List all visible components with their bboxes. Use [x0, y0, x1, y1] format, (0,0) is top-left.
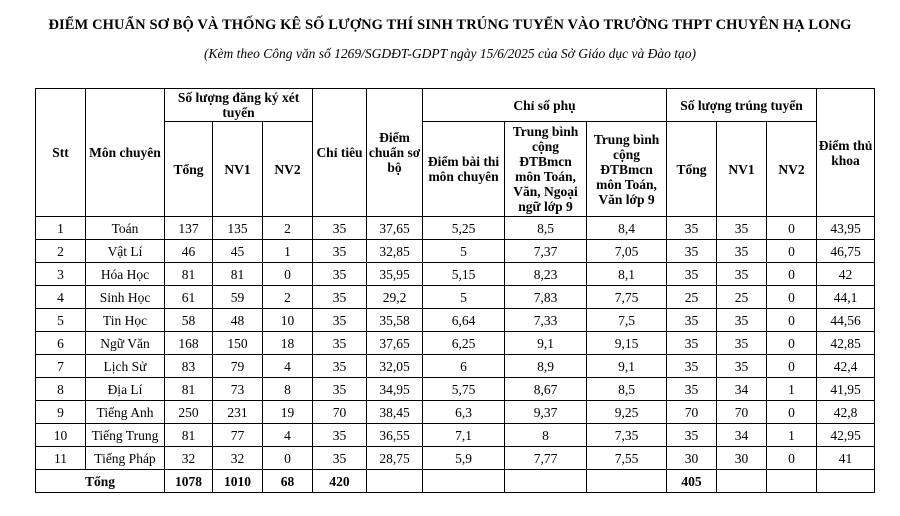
cell-dk-nv2: 4: [263, 424, 313, 447]
cell-tb-van: 9,25: [587, 401, 667, 424]
cell-tt-tong: 35: [667, 240, 717, 263]
header-stt: Stt: [36, 89, 86, 217]
cell-dk-tong: 83: [165, 355, 213, 378]
cell-stt: 9: [36, 401, 86, 424]
total-dk-nv2: 68: [263, 470, 313, 493]
cell-dk-nv2: 2: [263, 286, 313, 309]
cell-tb-van: 9,1: [587, 355, 667, 378]
total-label: Tổng: [36, 470, 165, 493]
cell-dk-nv1: 73: [213, 378, 263, 401]
header-dk-tong: Tổng: [165, 122, 213, 217]
cell-tb-ngoai-ngu: 7,33: [505, 309, 587, 332]
cell-tt-nv1: 35: [717, 217, 767, 240]
cell-tb-van: 7,75: [587, 286, 667, 309]
cell-stt: 3: [36, 263, 86, 286]
header-tt-tong: Tổng: [667, 122, 717, 217]
cell-tt-nv2: 0: [767, 286, 817, 309]
total-row: [36, 470, 875, 493]
cell-tb-ngoai-ngu: 7,77: [505, 447, 587, 470]
cell-diem-chuan: 34,95: [367, 378, 423, 401]
cell-dk-tong: 137: [165, 217, 213, 240]
cell-tt-nv2: 1: [767, 424, 817, 447]
cell-dk-nv1: 135: [213, 217, 263, 240]
total-dk-tong: 1078: [165, 470, 213, 493]
cell-chi-tieu: 35: [313, 263, 367, 286]
total-empty-cell: [587, 470, 667, 493]
cell-stt: 7: [36, 355, 86, 378]
cell-tb-van: 7,35: [587, 424, 667, 447]
header-chi-tieu: Chỉ tiêu: [313, 89, 367, 217]
cell-diem-thu-khoa: 43,95: [817, 217, 875, 240]
cell-tt-tong: 35: [667, 424, 717, 447]
cell-tt-nv2: 0: [767, 355, 817, 378]
cell-mon-chuyen: Toán: [86, 217, 165, 240]
cell-dk-tong: 81: [165, 263, 213, 286]
total-dk-nv1: 1010: [213, 470, 263, 493]
cell-tt-nv2: 0: [767, 263, 817, 286]
cell-tb-ngoai-ngu: 8,5: [505, 217, 587, 240]
header-mon-chuyen: Môn chuyên: [86, 89, 165, 217]
cell-dk-tong: 81: [165, 424, 213, 447]
cell-diem-thu-khoa: 42,95: [817, 424, 875, 447]
total-empty-cell: [423, 470, 505, 493]
cell-mon-chuyen: Sinh Học: [86, 286, 165, 309]
cell-dk-nv1: 32: [213, 447, 263, 470]
total-empty-cell: [717, 470, 767, 493]
cell-diem-thu-khoa: 44,56: [817, 309, 875, 332]
cell-tt-nv1: 35: [717, 355, 767, 378]
cell-diem-bai-thi: 5: [423, 240, 505, 263]
cell-tb-van: 8,5: [587, 378, 667, 401]
cell-diem-bai-thi: 6,25: [423, 332, 505, 355]
cell-dk-tong: 168: [165, 332, 213, 355]
cell-tt-nv2: 0: [767, 447, 817, 470]
cell-tt-tong: 35: [667, 263, 717, 286]
cell-diem-thu-khoa: 42,85: [817, 332, 875, 355]
table-row: [36, 355, 875, 378]
cell-diem-thu-khoa: 41,95: [817, 378, 875, 401]
header-tt-nv2: NV2: [767, 122, 817, 217]
cell-diem-thu-khoa: 42,8: [817, 401, 875, 424]
document-title: ĐIỂM CHUẨN SƠ BỘ VÀ THỐNG KÊ SỐ LƯỢNG THÍ SINH TRÚNG TUYỂN VÀO TRƯỜNG THPT CHUYÊN HẠ LONG: [48, 17, 852, 33]
cell-chi-tieu: 35: [313, 332, 367, 355]
cell-dk-nv2: 1: [263, 240, 313, 263]
cell-diem-bai-thi: 7,1: [423, 424, 505, 447]
table-row: [36, 240, 875, 263]
cell-tb-ngoai-ngu: 9,1: [505, 332, 587, 355]
cell-diem-bai-thi: 5,9: [423, 447, 505, 470]
cell-tt-nv1: 30: [717, 447, 767, 470]
cell-diem-thu-khoa: 42,4: [817, 355, 875, 378]
header-diem-thu-khoa: Điểm thủ khoa: [817, 89, 875, 217]
total-trung-tuyen: 405: [667, 470, 717, 493]
cell-diem-thu-khoa: 41: [817, 447, 875, 470]
cell-chi-tieu: 70: [313, 401, 367, 424]
header-tt-nv1: NV1: [717, 122, 767, 217]
cell-dk-nv1: 81: [213, 263, 263, 286]
cell-tb-ngoai-ngu: 8,67: [505, 378, 587, 401]
cell-diem-bai-thi: 5: [423, 286, 505, 309]
cell-tb-van: 7,5: [587, 309, 667, 332]
cell-diem-thu-khoa: 44,1: [817, 286, 875, 309]
cell-diem-chuan: 37,65: [367, 332, 423, 355]
cell-tb-van: 9,15: [587, 332, 667, 355]
total-empty-cell: [367, 470, 423, 493]
table-row: [36, 424, 875, 447]
cell-mon-chuyen: Ngữ Văn: [86, 332, 165, 355]
cell-dk-nv1: 150: [213, 332, 263, 355]
table-body: [36, 217, 875, 470]
cell-tt-tong: 35: [667, 355, 717, 378]
cell-stt: 5: [36, 309, 86, 332]
cell-tt-nv1: 35: [717, 332, 767, 355]
cell-dk-tong: 46: [165, 240, 213, 263]
table-row: [36, 286, 875, 309]
cell-tt-nv1: 35: [717, 309, 767, 332]
total-empty-cell: [505, 470, 587, 493]
table-row: [36, 447, 875, 470]
cell-chi-tieu: 35: [313, 424, 367, 447]
cell-tb-ngoai-ngu: 7,37: [505, 240, 587, 263]
cell-stt: 1: [36, 217, 86, 240]
cell-mon-chuyen: Tiếng Pháp: [86, 447, 165, 470]
cell-tb-ngoai-ngu: 7,83: [505, 286, 587, 309]
cell-mon-chuyen: Vật Lí: [86, 240, 165, 263]
header-trung-tuyen: Số lượng trúng tuyển: [667, 89, 817, 122]
cell-chi-tieu: 35: [313, 240, 367, 263]
cell-dk-nv1: 59: [213, 286, 263, 309]
cell-diem-thu-khoa: 46,75: [817, 240, 875, 263]
cell-diem-bai-thi: 5,15: [423, 263, 505, 286]
cell-chi-tieu: 35: [313, 217, 367, 240]
header-tb-van: Trung bình cộng ĐTBmcn môn Toán, Văn lớp 9: [587, 122, 667, 217]
score-table: [35, 88, 875, 493]
cell-tt-nv1: 34: [717, 378, 767, 401]
cell-dk-tong: 81: [165, 378, 213, 401]
cell-tt-nv2: 0: [767, 240, 817, 263]
cell-diem-chuan: 32,85: [367, 240, 423, 263]
cell-chi-tieu: 35: [313, 309, 367, 332]
table-row: [36, 378, 875, 401]
cell-stt: 11: [36, 447, 86, 470]
document-subtitle: (Kèm theo Công văn số 1269/SGDĐT-GDPT ngày 15/6/2025 của Sở Giáo dục và Đào tạo): [204, 46, 696, 61]
cell-tt-nv1: 35: [717, 240, 767, 263]
cell-mon-chuyen: Tiếng Anh: [86, 401, 165, 424]
cell-dk-tong: 32: [165, 447, 213, 470]
total-empty-cell: [767, 470, 817, 493]
cell-tt-tong: 30: [667, 447, 717, 470]
header-dk-nv1: NV1: [213, 122, 263, 217]
cell-dk-nv1: 231: [213, 401, 263, 424]
cell-stt: 2: [36, 240, 86, 263]
cell-tt-nv2: 0: [767, 217, 817, 240]
cell-tt-nv1: 25: [717, 286, 767, 309]
cell-dk-nv2: 0: [263, 447, 313, 470]
cell-dk-nv1: 45: [213, 240, 263, 263]
cell-diem-chuan: 35,58: [367, 309, 423, 332]
cell-diem-bai-thi: 5,25: [423, 217, 505, 240]
cell-tb-ngoai-ngu: 8,23: [505, 263, 587, 286]
cell-tt-tong: 25: [667, 286, 717, 309]
table-row: [36, 263, 875, 286]
cell-tt-nv1: 70: [717, 401, 767, 424]
cell-tb-van: 8,4: [587, 217, 667, 240]
cell-diem-chuan: 36,55: [367, 424, 423, 447]
cell-diem-chuan: 29,2: [367, 286, 423, 309]
cell-stt: 10: [36, 424, 86, 447]
cell-chi-tieu: 35: [313, 378, 367, 401]
cell-mon-chuyen: Địa Lí: [86, 378, 165, 401]
cell-tt-tong: 35: [667, 217, 717, 240]
cell-diem-chuan: 28,75: [367, 447, 423, 470]
header-diem-bai-thi: Điểm bài thi môn chuyên: [423, 122, 505, 217]
cell-dk-nv2: 2: [263, 217, 313, 240]
cell-diem-bai-thi: 6,3: [423, 401, 505, 424]
cell-dk-tong: 61: [165, 286, 213, 309]
header-diem-chuan: Điểm chuẩn sơ bộ: [367, 89, 423, 217]
cell-tb-van: 8,1: [587, 263, 667, 286]
cell-mon-chuyen: Tiếng Trung: [86, 424, 165, 447]
table-row: [36, 217, 875, 240]
cell-tt-nv2: 0: [767, 309, 817, 332]
cell-mon-chuyen: Tin Học: [86, 309, 165, 332]
header-dk-nv2: NV2: [263, 122, 313, 217]
cell-diem-thu-khoa: 42: [817, 263, 875, 286]
table-row: [36, 309, 875, 332]
cell-tt-nv2: 1: [767, 378, 817, 401]
cell-tb-ngoai-ngu: 9,37: [505, 401, 587, 424]
cell-diem-chuan: 32,05: [367, 355, 423, 378]
cell-diem-chuan: 37,65: [367, 217, 423, 240]
cell-mon-chuyen: Lịch Sử: [86, 355, 165, 378]
cell-dk-nv2: 4: [263, 355, 313, 378]
cell-dk-nv2: 0: [263, 263, 313, 286]
cell-mon-chuyen: Hóa Học: [86, 263, 165, 286]
cell-diem-chuan: 38,45: [367, 401, 423, 424]
cell-dk-nv2: 10: [263, 309, 313, 332]
cell-chi-tieu: 35: [313, 355, 367, 378]
total-empty-cell: [817, 470, 875, 493]
cell-stt: 6: [36, 332, 86, 355]
cell-dk-nv2: 18: [263, 332, 313, 355]
table-header: [36, 89, 875, 217]
cell-tt-tong: 70: [667, 401, 717, 424]
header-dang-ky: Số lượng đăng ký xét tuyển: [165, 89, 313, 122]
cell-tb-van: 7,55: [587, 447, 667, 470]
cell-dk-nv2: 8: [263, 378, 313, 401]
cell-tb-van: 7,05: [587, 240, 667, 263]
table-footer: [36, 470, 875, 493]
cell-stt: 8: [36, 378, 86, 401]
cell-tt-nv1: 34: [717, 424, 767, 447]
total-chi-tieu: 420: [313, 470, 367, 493]
header-tb-ngoai-ngu: Trung bình cộng ĐTBmcn môn Toán, Văn, Ngoại ngữ lớp 9: [505, 122, 587, 217]
cell-tt-nv2: 0: [767, 332, 817, 355]
cell-diem-bai-thi: 5,75: [423, 378, 505, 401]
cell-dk-tong: 250: [165, 401, 213, 424]
cell-chi-tieu: 35: [313, 447, 367, 470]
cell-dk-nv1: 48: [213, 309, 263, 332]
cell-tt-tong: 35: [667, 378, 717, 401]
cell-dk-nv1: 77: [213, 424, 263, 447]
cell-tt-tong: 35: [667, 332, 717, 355]
cell-tb-ngoai-ngu: 8: [505, 424, 587, 447]
table-row: [36, 401, 875, 424]
header-chi-so-phu: Chỉ số phụ: [423, 89, 667, 122]
cell-tt-nv2: 0: [767, 401, 817, 424]
cell-chi-tieu: 35: [313, 286, 367, 309]
cell-dk-nv2: 19: [263, 401, 313, 424]
cell-stt: 4: [36, 286, 86, 309]
cell-dk-tong: 58: [165, 309, 213, 332]
cell-tb-ngoai-ngu: 8,9: [505, 355, 587, 378]
table-row: [36, 332, 875, 355]
cell-diem-chuan: 35,95: [367, 263, 423, 286]
cell-diem-bai-thi: 6,64: [423, 309, 505, 332]
cell-tt-tong: 35: [667, 309, 717, 332]
cell-tt-nv1: 35: [717, 263, 767, 286]
cell-dk-nv1: 79: [213, 355, 263, 378]
cell-diem-bai-thi: 6: [423, 355, 505, 378]
